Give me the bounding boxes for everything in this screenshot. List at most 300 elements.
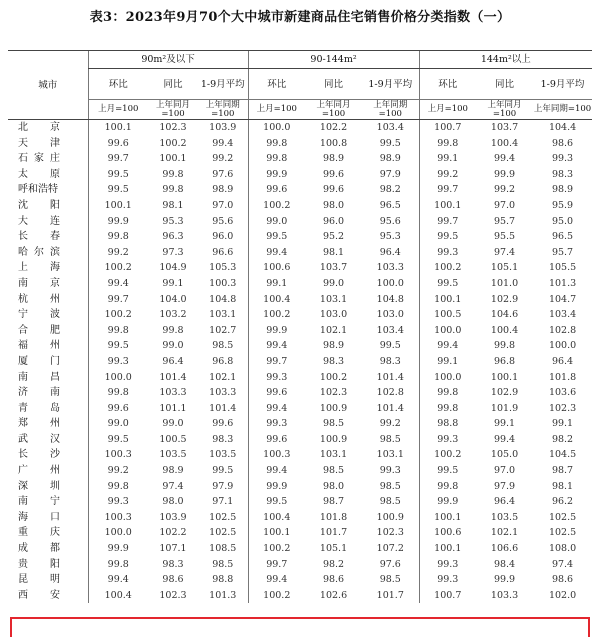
index-value: 101.8: [319, 511, 348, 523]
index-value: 99.4: [248, 245, 305, 261]
index-value: 99.8: [88, 479, 148, 495]
index-value: 102.9: [490, 293, 519, 305]
index-value: 103.3: [159, 387, 187, 399]
index-value: 99.7: [419, 214, 476, 230]
index-value: 100.3: [88, 447, 148, 463]
index-value: 99.9: [88, 541, 148, 557]
index-value: 100.2: [159, 137, 187, 149]
index-value: 101.4: [376, 402, 404, 414]
index-value: 100.0: [88, 525, 148, 541]
index-value: 99.9: [493, 574, 516, 586]
subheader-avg: 1-9月平均: [533, 69, 592, 100]
index-value: 96.8: [212, 355, 234, 367]
index-value: 96.4: [493, 496, 516, 508]
index-value: 105.0: [490, 449, 519, 461]
index-value: 98.6: [162, 574, 184, 586]
base-prev-month: 上月=100: [88, 100, 148, 120]
index-value: 102.5: [548, 511, 577, 523]
table-row: [8, 432, 592, 448]
index-value: 102.3: [376, 527, 404, 539]
index-value: 97.4: [162, 480, 184, 492]
index-value: 99.1: [419, 151, 476, 167]
index-value: 100.0: [419, 323, 476, 339]
index-value: 100.4: [88, 588, 148, 604]
index-value: 104.4: [548, 122, 577, 133]
index-value: 101.7: [376, 589, 404, 601]
index-value: 99.6: [248, 182, 305, 198]
index-value: 99.9: [248, 323, 305, 339]
index-value: 104.8: [376, 293, 404, 305]
index-value: 99.4: [88, 276, 148, 292]
index-value: 98.6: [322, 574, 345, 586]
index-value: 95.6: [212, 215, 234, 227]
index-value: 100.1: [88, 198, 148, 214]
index-value: 96.4: [379, 246, 401, 258]
index-value: 100.1: [419, 510, 476, 526]
index-value: 97.6: [212, 168, 234, 180]
index-value: 100.2: [319, 371, 348, 383]
index-value: 99.7: [248, 557, 305, 573]
index-value: 99.2: [493, 184, 516, 196]
index-value: 99.1: [419, 354, 476, 370]
subheader-mom: 环比: [248, 69, 305, 100]
table-row: [8, 447, 592, 463]
index-value: 99.7: [248, 354, 305, 370]
index-value: 101.3: [209, 589, 237, 601]
index-value: 99.5: [88, 167, 148, 183]
city-name: 重庆: [18, 527, 82, 539]
index-value: 100.1: [419, 541, 476, 557]
index-value: 103.2: [159, 309, 187, 321]
city-name: 青岛: [18, 402, 82, 414]
index-value: 99.5: [419, 276, 476, 292]
index-value: 95.3: [379, 231, 401, 243]
index-value: 99.7: [88, 151, 148, 167]
index-value: 95.3: [162, 215, 184, 227]
index-value: 96.4: [551, 355, 574, 367]
subheader-mom: 环比: [419, 69, 476, 100]
index-value: 100.3: [88, 510, 148, 526]
city-name: 长春: [18, 231, 82, 243]
index-value: 100.7: [419, 120, 476, 136]
index-value: 99.5: [248, 229, 305, 245]
highlight-box: [10, 617, 590, 637]
index-value: 99.6: [322, 184, 345, 196]
index-value: 97.3: [162, 246, 184, 258]
index-value: 99.5: [248, 494, 305, 510]
index-value: 102.5: [209, 527, 237, 539]
index-value: 99.2: [379, 418, 401, 430]
table-row: [8, 463, 592, 479]
index-value: 99.4: [419, 338, 476, 354]
index-value: 100.3: [209, 277, 237, 289]
index-value: 99.4: [493, 433, 516, 445]
index-value: 103.1: [319, 293, 348, 305]
index-value: 97.0: [212, 199, 234, 211]
city-name: 成都: [18, 543, 82, 555]
index-value: 106.6: [490, 543, 519, 555]
index-value: 103.4: [376, 122, 404, 133]
index-value: 103.1: [209, 309, 237, 321]
table-row: [8, 338, 592, 354]
index-value: 99.3: [419, 432, 476, 448]
subheader-mom: 环比: [88, 69, 148, 100]
index-value: 99.0: [322, 277, 345, 289]
index-value: 98.9: [379, 153, 401, 165]
index-value: 103.0: [376, 309, 404, 321]
index-value: 97.9: [493, 480, 516, 492]
index-value: 99.5: [88, 338, 148, 354]
index-value: 96.5: [551, 231, 574, 243]
index-value: 101.4: [159, 371, 187, 383]
index-value: 103.7: [490, 122, 519, 133]
index-value: 103.9: [159, 511, 187, 523]
index-value: 100.3: [248, 447, 305, 463]
index-value: 98.6: [551, 137, 574, 149]
index-value: 99.8: [162, 168, 184, 180]
index-value: 100.2: [88, 260, 148, 276]
table-row: [8, 245, 592, 261]
index-value: 99.7: [88, 292, 148, 308]
table-row: [8, 260, 592, 276]
table-row: [8, 198, 592, 214]
index-value: 99.5: [88, 432, 148, 448]
index-value: 98.1: [322, 246, 345, 258]
index-value: 100.2: [248, 541, 305, 557]
index-value: 98.2: [379, 184, 401, 196]
index-value: 99.3: [419, 572, 476, 588]
index-value: 105.1: [319, 543, 348, 555]
index-value: 98.1: [162, 199, 184, 211]
table-row: [8, 479, 592, 495]
index-value: 100.1: [248, 525, 305, 541]
index-value: 102.8: [548, 324, 577, 336]
index-value: 99.4: [248, 338, 305, 354]
index-value: 103.7: [319, 262, 348, 274]
index-value: 98.5: [379, 480, 401, 492]
city-name: 呼和浩特: [18, 184, 58, 196]
index-value: 101.0: [490, 277, 519, 289]
index-value: 104.0: [159, 293, 187, 305]
subheader-yoy: 同比: [148, 69, 198, 100]
subheader-row: [8, 69, 592, 100]
index-value: 108.5: [209, 543, 237, 555]
city-name: 沈阳: [18, 199, 82, 211]
index-value: 100.4: [248, 510, 305, 526]
index-value: 99.8: [88, 385, 148, 401]
index-value: 98.5: [379, 496, 401, 508]
index-value: 99.1: [162, 277, 184, 289]
table-row: [8, 588, 592, 604]
city-name: 天津: [18, 137, 82, 149]
index-value: 96.3: [162, 231, 184, 243]
group-header-row: [8, 51, 592, 69]
index-value: 102.2: [159, 527, 187, 539]
index-value: 99.8: [88, 557, 148, 573]
index-value: 102.9: [490, 387, 519, 399]
table-row: [8, 120, 592, 136]
index-value: 104.5: [548, 449, 577, 461]
index-value: 97.4: [493, 246, 516, 258]
city-name: 哈尔滨: [18, 246, 66, 258]
index-value: 103.5: [159, 449, 187, 461]
index-value: 98.8: [212, 574, 234, 586]
table-row: [8, 292, 592, 308]
index-value: 99.5: [212, 465, 234, 477]
index-value: 103.6: [548, 387, 577, 399]
index-value: 100.5: [419, 307, 476, 323]
index-value: 99.2: [88, 463, 148, 479]
index-value: 99.1: [493, 418, 516, 430]
index-value: 99.6: [212, 418, 234, 430]
subheader-yoy: 同比: [305, 69, 362, 100]
base-prev-month: 上月=100: [419, 100, 476, 120]
city-name: 杭州: [18, 293, 82, 305]
index-value: 104.7: [548, 293, 577, 305]
base-prev-year-month: 上年同月=100: [305, 100, 362, 120]
city-header: 城市: [8, 51, 88, 120]
index-value: 102.1: [490, 527, 519, 539]
city-name: 福州: [18, 340, 82, 352]
index-value: 107.2: [376, 543, 404, 555]
index-value: 104.9: [159, 262, 187, 274]
city-name: 郑州: [18, 418, 82, 430]
index-value: 100.4: [490, 137, 519, 149]
index-value: 100.9: [319, 433, 348, 445]
group-header-medium: 90-144m²: [248, 51, 419, 69]
index-value: 99.6: [322, 168, 345, 180]
index-value: 105.1: [490, 262, 519, 274]
city-name: 海口: [18, 511, 82, 523]
index-value: 101.7: [319, 527, 348, 539]
index-value: 97.0: [493, 465, 516, 477]
city-name: 厦门: [18, 355, 82, 367]
subheader-avg: 1-9月平均: [198, 69, 248, 100]
index-value: 99.6: [88, 136, 148, 152]
index-value: 99.4: [248, 572, 305, 588]
table-row: [8, 151, 592, 167]
index-value: 100.2: [248, 307, 305, 323]
index-value: 95.6: [379, 215, 401, 227]
index-value: 98.9: [212, 184, 234, 196]
index-value: 99.9: [419, 494, 476, 510]
index-value: 96.6: [212, 246, 234, 258]
index-value: 101.3: [548, 277, 577, 289]
index-value: 108.0: [548, 543, 577, 555]
index-value: 98.9: [322, 340, 345, 352]
index-value: 96.0: [212, 231, 234, 243]
index-value: 102.3: [319, 387, 348, 399]
index-value: 99.7: [419, 182, 476, 198]
index-value: 99.8: [419, 385, 476, 401]
index-value: 107.1: [159, 543, 187, 555]
index-value: 98.7: [551, 465, 574, 477]
index-value: 97.1: [212, 496, 234, 508]
city-name: 上海: [18, 262, 82, 274]
index-value: 99.4: [88, 572, 148, 588]
index-value: 99.2: [212, 153, 234, 165]
table-row: [8, 354, 592, 370]
table-row: [8, 525, 592, 541]
index-value: 98.9: [322, 153, 345, 165]
city-name: 合肥: [18, 324, 82, 336]
group-header-large: 144m²以上: [419, 51, 592, 69]
index-value: 100.0: [376, 277, 404, 289]
index-value: 102.3: [548, 402, 577, 414]
table-row: [8, 307, 592, 323]
index-value: 101.9: [490, 402, 519, 414]
index-value: 103.5: [490, 511, 519, 523]
base-prev-year-period: 上年同期=100: [362, 100, 419, 120]
index-value: 101.4: [209, 402, 237, 414]
index-value: 97.9: [212, 480, 234, 492]
index-value: 105.5: [548, 262, 577, 274]
index-value: 102.3: [159, 122, 187, 133]
index-value: 99.8: [419, 136, 476, 152]
base-prev-year-month: 上年同月=100: [476, 100, 533, 120]
index-value: 99.3: [88, 494, 148, 510]
table-row: [8, 214, 592, 230]
index-value: 100.0: [248, 120, 305, 136]
base-prev-year-period: 上年同期=100: [533, 100, 592, 120]
index-value: 98.1: [551, 480, 574, 492]
index-value: 99.0: [162, 418, 184, 430]
index-value: 103.0: [319, 309, 348, 321]
city-name: 大连: [18, 215, 82, 227]
table-row: [8, 557, 592, 573]
index-value: 97.0: [493, 199, 516, 211]
index-value: 99.5: [88, 182, 148, 198]
index-value: 100.8: [319, 137, 348, 149]
index-value: 99.9: [88, 214, 148, 230]
index-value: 98.9: [162, 465, 184, 477]
table-row: [8, 167, 592, 183]
index-value: 102.1: [319, 324, 348, 336]
index-value: 99.2: [419, 167, 476, 183]
index-value: 99.8: [493, 340, 516, 352]
index-value: 99.1: [551, 418, 574, 430]
city-name: 石家庄: [18, 153, 66, 165]
price-index-table: [8, 50, 592, 603]
index-value: 99.0: [162, 340, 184, 352]
index-value: 100.6: [248, 260, 305, 276]
index-value: 102.3: [159, 589, 187, 601]
index-value: 104.6: [490, 309, 519, 321]
index-value: 95.0: [551, 215, 574, 227]
base-prev-year-period: 上年同期=100: [198, 100, 248, 120]
index-value: 99.9: [248, 167, 305, 183]
subheader-yoy: 同比: [476, 69, 533, 100]
table-row: [8, 370, 592, 386]
index-value: 102.5: [548, 527, 577, 539]
index-value: 95.9: [551, 199, 574, 211]
index-value: 99.8: [248, 151, 305, 167]
index-value: 103.9: [209, 122, 237, 133]
index-value: 99.8: [248, 136, 305, 152]
index-value: 98.5: [322, 418, 345, 430]
table-row: [8, 401, 592, 417]
index-value: 99.8: [419, 479, 476, 495]
index-value: 99.5: [379, 137, 401, 149]
index-value: 99.5: [379, 340, 401, 352]
index-value: 99.2: [88, 245, 148, 261]
city-name: 昆明: [18, 574, 82, 586]
index-value: 98.5: [322, 465, 345, 477]
index-value: 98.0: [322, 480, 345, 492]
table-row: [8, 494, 592, 510]
index-value: 98.2: [551, 433, 574, 445]
index-value: 98.5: [212, 340, 234, 352]
index-value: 100.7: [419, 588, 476, 604]
table-row: [8, 416, 592, 432]
index-value: 99.4: [248, 401, 305, 417]
table-row: [8, 541, 592, 557]
city-name: 太原: [18, 168, 82, 180]
index-value: 100.2: [248, 588, 305, 604]
index-value: 102.1: [209, 371, 237, 383]
city-name: 南昌: [18, 371, 82, 383]
index-value: 103.5: [209, 449, 237, 461]
index-value: 96.5: [379, 199, 401, 211]
index-value: 100.2: [419, 447, 476, 463]
index-value: 99.3: [379, 465, 401, 477]
index-value: 99.4: [493, 153, 516, 165]
index-value: 97.9: [379, 168, 401, 180]
index-value: 100.2: [248, 198, 305, 214]
index-value: 98.8: [419, 416, 476, 432]
index-value: 98.6: [551, 574, 574, 586]
index-value: 98.4: [493, 558, 516, 570]
index-value: 99.3: [248, 370, 305, 386]
index-value: 100.1: [419, 198, 476, 214]
index-value: 99.6: [248, 432, 305, 448]
index-value: 105.3: [209, 262, 237, 274]
index-value: 95.7: [493, 215, 516, 227]
table-row: [8, 510, 592, 526]
index-value: 99.5: [419, 229, 476, 245]
index-value: 96.8: [493, 355, 516, 367]
index-value: 99.3: [419, 557, 476, 573]
table-row: [8, 572, 592, 588]
index-value: 99.1: [248, 276, 305, 292]
table-row: [8, 136, 592, 152]
index-value: 97.4: [551, 558, 574, 570]
city-name: 广州: [18, 465, 82, 477]
city-name: 济南: [18, 387, 82, 399]
index-value: 99.6: [88, 401, 148, 417]
index-value: 100.0: [419, 370, 476, 386]
index-value: 104.8: [209, 293, 237, 305]
index-value: 99.3: [419, 245, 476, 261]
table-row: [8, 385, 592, 401]
base-prev-year-month: 上年同月=100: [148, 100, 198, 120]
city-name: 深圳: [18, 480, 82, 492]
index-value: 98.0: [322, 199, 345, 211]
index-value: 99.5: [419, 463, 476, 479]
index-value: 99.4: [212, 137, 234, 149]
index-value: 95.5: [493, 231, 516, 243]
city-name: 南京: [18, 277, 82, 289]
index-value: 102.7: [209, 324, 237, 336]
index-value: 99.0: [248, 214, 305, 230]
index-value: 101.4: [376, 371, 404, 383]
index-value: 100.4: [490, 324, 519, 336]
index-value: 99.8: [162, 184, 184, 196]
index-value: 99.8: [419, 401, 476, 417]
index-value: 95.2: [322, 231, 345, 243]
index-value: 99.3: [551, 153, 574, 165]
index-value: 100.9: [376, 511, 404, 523]
